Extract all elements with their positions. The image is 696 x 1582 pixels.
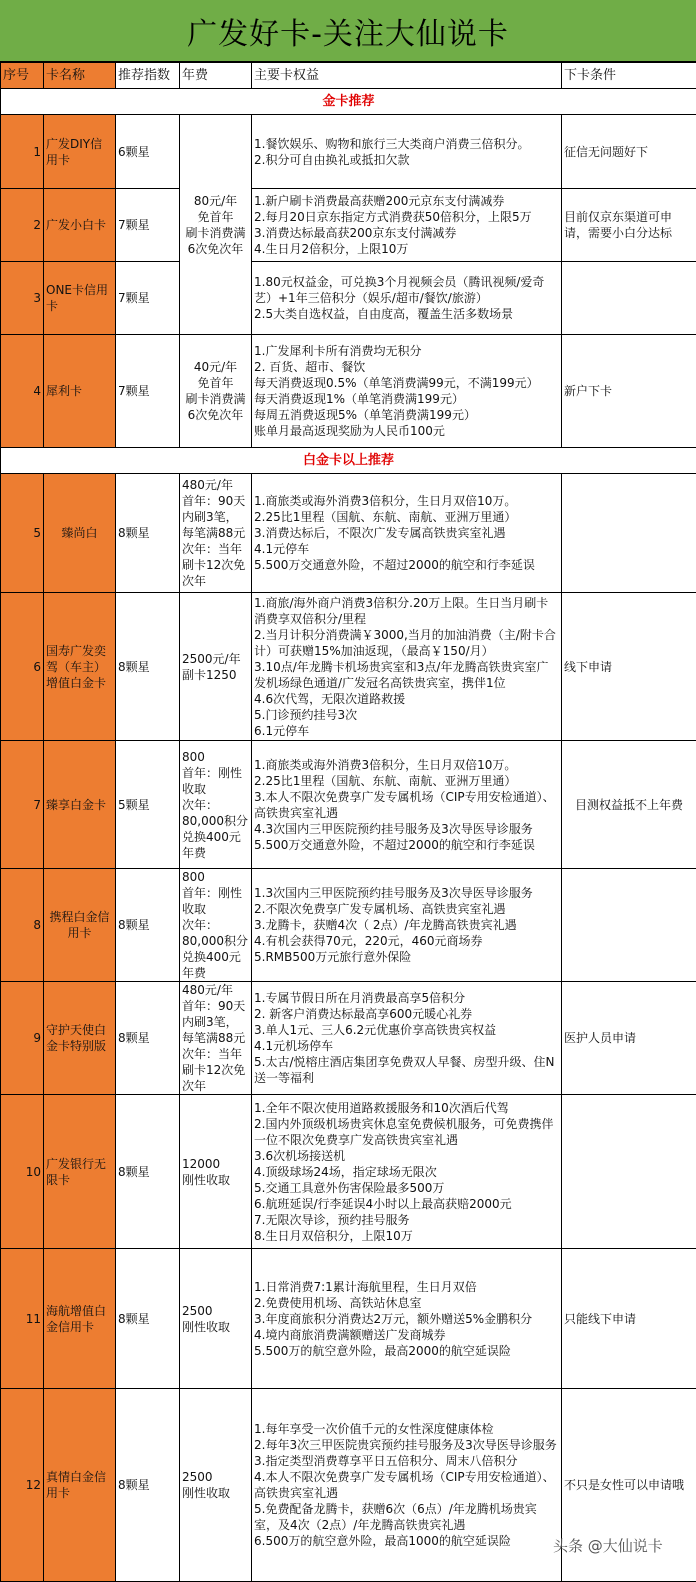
condition-cell: [562, 1095, 696, 1249]
benefits-cell: 1.新户刷卡消费最高获赠200元京东支付满减券 2.每月20日京东指定方式消费获50倍积分，上限5万 3.消费达标最高获200京东支付满减券 4.生日月2倍积分，上限10万: [252, 189, 562, 262]
row-number: 4: [1, 335, 44, 448]
card-name: 臻享白金卡: [44, 741, 116, 869]
header-name: 卡名称: [44, 63, 116, 89]
header-stars: 推荐指数: [116, 63, 180, 89]
row-number: 2: [1, 189, 44, 262]
star-rating: 7颗星: [116, 335, 180, 448]
benefits-cell: 1.餐饮娱乐、购物和旅行三大类商户消费三倍积分。 2.积分可自由换礼或抵扣欠款: [252, 115, 562, 189]
condition-cell: 只能线下申请: [562, 1249, 696, 1389]
fee-cell: 2500 刚性收取: [180, 1249, 252, 1389]
star-rating: 8颗星: [116, 474, 180, 593]
card-name: 广发小白卡: [44, 189, 116, 262]
star-rating: 7颗星: [116, 262, 180, 335]
star-rating: 5颗星: [116, 741, 180, 869]
card-name: 守护天使白金卡特别版: [44, 982, 116, 1095]
row-number: 10: [1, 1095, 44, 1249]
benefits-cell: 1.3次国内三甲医院预约挂号服务及3次导医导诊服务 2.不限次免费享广发专属机场、高铁贵宾室礼遇 3.龙腾卡，获赠4次（ 2点）/年龙腾高铁贵宾礼遇 4.有机会获得70元，220元，460元商场券 5.RMB500万元旅行意外保险: [252, 869, 562, 982]
fee-cell: 2500元/年 副卡1250: [180, 593, 252, 741]
table-row: [1, 262, 696, 335]
benefits-cell: 1.专属节假日所在月消费最高享5倍积分 2. 新客户消费达标最高享600元暖心礼券 3.单人1元、三人6.2元优惠价享高铁贵宾权益 4.1元机场停车 5.太古/悦榕庄酒店集团享免费双人早餐、房型升级、住N送一等福利: [252, 982, 562, 1095]
card-name: ONE卡信用卡: [44, 262, 116, 335]
star-rating: 8颗星: [116, 593, 180, 741]
card-name: 真情白金信用卡: [44, 1389, 116, 1582]
card-name: 广发DIY信用卡: [44, 115, 116, 189]
card-name: 广发银行无限卡: [44, 1095, 116, 1249]
card-name: 携程白金信用卡: [44, 869, 116, 982]
table-row: [1, 741, 696, 869]
fee-cell: 12000 刚性收取: [180, 1095, 252, 1249]
row-number: 8: [1, 869, 44, 982]
condition-cell: 目测权益抵不上年费: [562, 741, 696, 869]
fee-cell: 800 首年：刚性收取 次年： 80,000积分兑换400元年费: [180, 741, 252, 869]
condition-cell: 目前仅京东渠道可申请，需要小白分达标: [562, 189, 696, 262]
star-rating: 8颗星: [116, 1249, 180, 1389]
benefits-cell: 1.商旅类或海外消费3倍积分，生日月双倍10万。 2.25比1里程（国航、东航、南航、亚洲万里通） 3.消费达标后，不限次广发专属高铁贵宾室礼遇 4.1元停车 5.500万交通意外险，不超过2000的航空和行李延误: [252, 474, 562, 593]
benefits-cell: 1.80元权益金，可兑换3个月视频会员（腾讯视频/爱奇艺）+1年三倍积分（娱乐/超市/餐饮/旅游） 2.5大类自选权益，自由度高，覆盖生活多数场景: [252, 262, 562, 335]
section-title: 金卡推荐: [1, 89, 696, 115]
table-row: [1, 869, 696, 982]
benefits-cell: 1.每年享受一次价值千元的女性深度健康体检 2.每年3次三甲医院贵宾预约挂号服务及3次导医导诊服务 3.指定类型消费尊享平日五倍积分、周末八倍积分 4.本人不限次免费享广发专属机场（CIP专用安检通道）、高铁贵宾室礼遇 5.免费配备龙腾卡，获赠6次（6点）/年龙腾机场贵宾室，及4次（2点）/年龙腾高铁贵宾礼遇 6.500万的航空意外险，最高1000的航空延误险: [252, 1389, 562, 1582]
condition-cell: 不只是女性可以申请哦: [562, 1389, 696, 1582]
benefits-cell: 1.商旅类或海外消费3倍积分，生日月双倍10万。 2.25比1里程（国航、东航、南航、亚洲万里通） 3.本人不限次免费享广发专属机场（CIP专用安检通道）、高铁贵宾室礼遇 4.3次国内三甲医院预约挂号服务及3次导医导诊服务 5.500万交通意外险，不超过2000的航空和行李延误: [252, 741, 562, 869]
benefits-cell: 1.全年不限次使用道路救援服务和10次酒后代驾 2.国内外顶级机场贵宾休息室免费候机服务，可免费携伴一位不限次免费享广发高铁贵宾室礼遇 3.6次机场接送机 4.顶级球场24场，指定球场无限次 5.交通工具意外伤害保险最多500万 6.航班延误/行李延误4小时以上最高获赔2000元 7.无限次导诊，预约挂号服务 8.生日月双倍积分，上限10万: [252, 1095, 562, 1249]
header-condition: 下卡条件: [562, 63, 696, 89]
table-row: [1, 115, 696, 189]
table-row: [1, 1095, 696, 1249]
fee-cell: 800 首年：刚性收取 次年： 80,000积分兑换400元年费: [180, 869, 252, 982]
fee-cell: 480元/年 首年：90天内刷3笔，每笔满88元 次年：当年刷卡12次免次年: [180, 474, 252, 593]
section-row: [1, 89, 696, 115]
card-table: [0, 62, 696, 1582]
table-row: [1, 1249, 696, 1389]
row-number: 5: [1, 474, 44, 593]
condition-cell: [562, 474, 696, 593]
header-benefits: 主要卡权益: [252, 63, 562, 89]
section-row: [1, 448, 696, 474]
condition-cell: 医护人员申请: [562, 982, 696, 1095]
row-number: 11: [1, 1249, 44, 1389]
star-rating: 7颗星: [116, 189, 180, 262]
header-fee: 年费: [180, 63, 252, 89]
fee-cell: 2500 刚性收取: [180, 1389, 252, 1582]
star-rating: 6颗星: [116, 115, 180, 189]
benefits-cell: 1.广发犀利卡所有消费均无积分 2. 百货、超市、餐饮 每天消费返现0.5%（单笔消费满99元，不满199元） 每天消费返现1%（单笔消费满199元） 每周五消费返现5%（单笔消费满199元） 账单月最高返现奖励为人民币100元: [252, 335, 562, 448]
condition-cell: 征信无问题好下: [562, 115, 696, 189]
table-row: [1, 593, 696, 741]
card-name: 海航增值白金信用卡: [44, 1249, 116, 1389]
fee-cell: 480元/年 首年：90天内刷3笔，每笔满88元 次年：当年刷卡12次免次年: [180, 982, 252, 1095]
card-name: 臻尚白: [44, 474, 116, 593]
page-title: 广发好卡-关注大仙说卡: [0, 0, 696, 62]
header-no: 序号: [1, 63, 44, 89]
star-rating: 8颗星: [116, 1389, 180, 1582]
star-rating: 8颗星: [116, 869, 180, 982]
row-number: 3: [1, 262, 44, 335]
row-number: 12: [1, 1389, 44, 1582]
table-row: [1, 189, 696, 262]
condition-cell: 线下申请: [562, 593, 696, 741]
row-number: 1: [1, 115, 44, 189]
star-rating: 8颗星: [116, 982, 180, 1095]
table-row: [1, 474, 696, 593]
table-row: [1, 335, 696, 448]
table-row: [1, 982, 696, 1095]
benefits-cell: 1.日常消费7:1累计海航里程，生日月双倍 2.免费使用机场、高铁站休息室 3.年度商旅积分消费达2万元，额外赠送5%金鹏积分 4.境内商旅消费满额赠送广发商城券 5.500万的航空意外险，最高2000的航空延误险: [252, 1249, 562, 1389]
watermark: 头条 @大仙说卡: [553, 1535, 663, 1556]
card-name: 国寿广发奕驾（车主）增值白金卡: [44, 593, 116, 741]
condition-cell: [562, 262, 696, 335]
benefits-cell: 1.商旅/海外商户消费3倍积分.20万上限。生日当月刷卡消费享双倍积分/里程 2.当月计积分消费满￥3000,当月的加油消费（主/附卡合计）可获赠15%加油返现，（最高￥150/月） 3.10点/年龙腾卡机场贵宾室和3点/年龙腾高铁贵宾室广发机场绿色通道/广发冠名高铁贵宾室，携伴1位 4.6次代驾，无限次道路救援 5.门诊预约挂号3次 6.1元停车: [252, 593, 562, 741]
row-number: 6: [1, 593, 44, 741]
star-rating: 8颗星: [116, 1095, 180, 1249]
row-number: 7: [1, 741, 44, 869]
condition-cell: [562, 869, 696, 982]
fee-cell: 80元/年 免首年 刷卡消费满 6次免次年: [180, 115, 252, 335]
condition-cell: 新户下卡: [562, 335, 696, 448]
card-name: 犀利卡: [44, 335, 116, 448]
section-title: 白金卡以上推荐: [1, 448, 696, 474]
row-number: 9: [1, 982, 44, 1095]
fee-cell: 40元/年 免首年 刷卡消费满 6次免次年: [180, 335, 252, 448]
header-row: [1, 63, 696, 89]
